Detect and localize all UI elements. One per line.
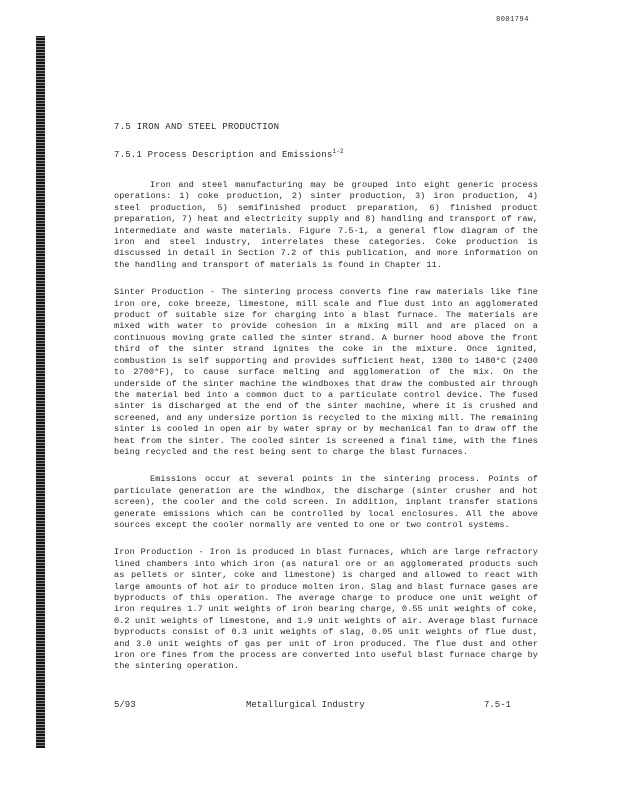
document-page	[114, 122, 538, 689]
paragraph-sinter-production: Sinter Production - The sintering process converts fine raw materials like fine iron ore, coke breeze, limestone, mill scale and flue dust into an agglomerated product of suitable size for charging into a blast furnace. The materials are mixed with water to provide cohesion in a mixing mill and are placed on a continuous moving grate called the sinter strand. A burner hood above the front third of the sinter strand ignites the coke in the mixture. Once ignited, combustion is self supporting and provides sufficient heat, 1300 to 1480°C (2400 to 2700°F), to cause surface melting and agglomeration of the mix. On the underside of the sinter machine the windboxes that draw the combusted air through the material bed into a common duct to a particulate control device. The fused sinter is discharged at the end of the sinter machine, where it is crushed and screened, and any undersize portion is recycled to the mixing mill. The remaining sinter is cooled in open air by water spray or by mechanical fan to draw off the heat from the sinter. The cooled sinter is screened a final time, with the fines being recycled and the rest being sent to charge the blast furnaces.	[114, 287, 538, 457]
footer-date: 5/93	[114, 700, 136, 710]
footer-page-number: 7.5-1	[484, 700, 512, 710]
section-title: 7.5 IRON AND STEEL PRODUCTION	[114, 122, 280, 132]
scan-binding-edge	[36, 36, 45, 748]
subsection-reference: 1-2	[332, 148, 344, 155]
paragraph-sinter-emissions: Emissions occur at several points in the sintering process. Points of particulate generation are the windbox, the discharge (sinter crusher and hot screen), the cooler and the cold screen. In addition, inplant transfer stations generate emissions which can be controlled by local enclosures. All the above sources except the cooler normally are vented to one or two control systems.	[114, 474, 538, 530]
paragraph-iron-production: Iron Production - Iron is produced in blast furnaces, which are large refractory lined chambers into which iron (as natural ore or an agglomerated products such as pellets or sinter, coke and limestone) is charged and allowed to react with large amounts of hot air to produce molten iron. Slag and blast furnace gases are byproducts of this operation. The average charge to produce one unit weight of iron requires 1.7 unit weights of iron bearing charge, 0.55 unit weights of coke, 0.2 unit weights of limestone, and 1.9 unit weights of air. Average blast furnace byproducts consist of 0.3 unit weights of slag, 0.05 unit weights of flue dust, and 3.0 unit weights of gas per unit of iron produced. The flue dust and other iron ore fines from the process are converted into useful blast furnace charge by the sintering operation.	[114, 547, 538, 672]
subsection-title-text: 7.5.1 Process Description and Emissions	[114, 150, 333, 160]
document-id: 8001794	[496, 16, 529, 24]
paragraph-intro: Iron and steel manufacturing may be grouped into eight generic process operations: 1) coke production, 2) sinter production, 3) iron production, 4) steel production, 5) semifinished product preparation, 6) finished product preparation, 7) heat and electricity supply and 8) handling and transport of raw, intermediate and waste materials. Figure 7.5-1, a general flow diagram of the iron and steel industry, interrelates these categories. Coke production is discussed in detail in Section 7.2 of this publication, and more information on the handling and transport of materials is found in Chapter 11.	[114, 180, 538, 270]
footer-title: Metallurgical Industry	[246, 700, 365, 710]
subsection-title	[114, 148, 538, 160]
